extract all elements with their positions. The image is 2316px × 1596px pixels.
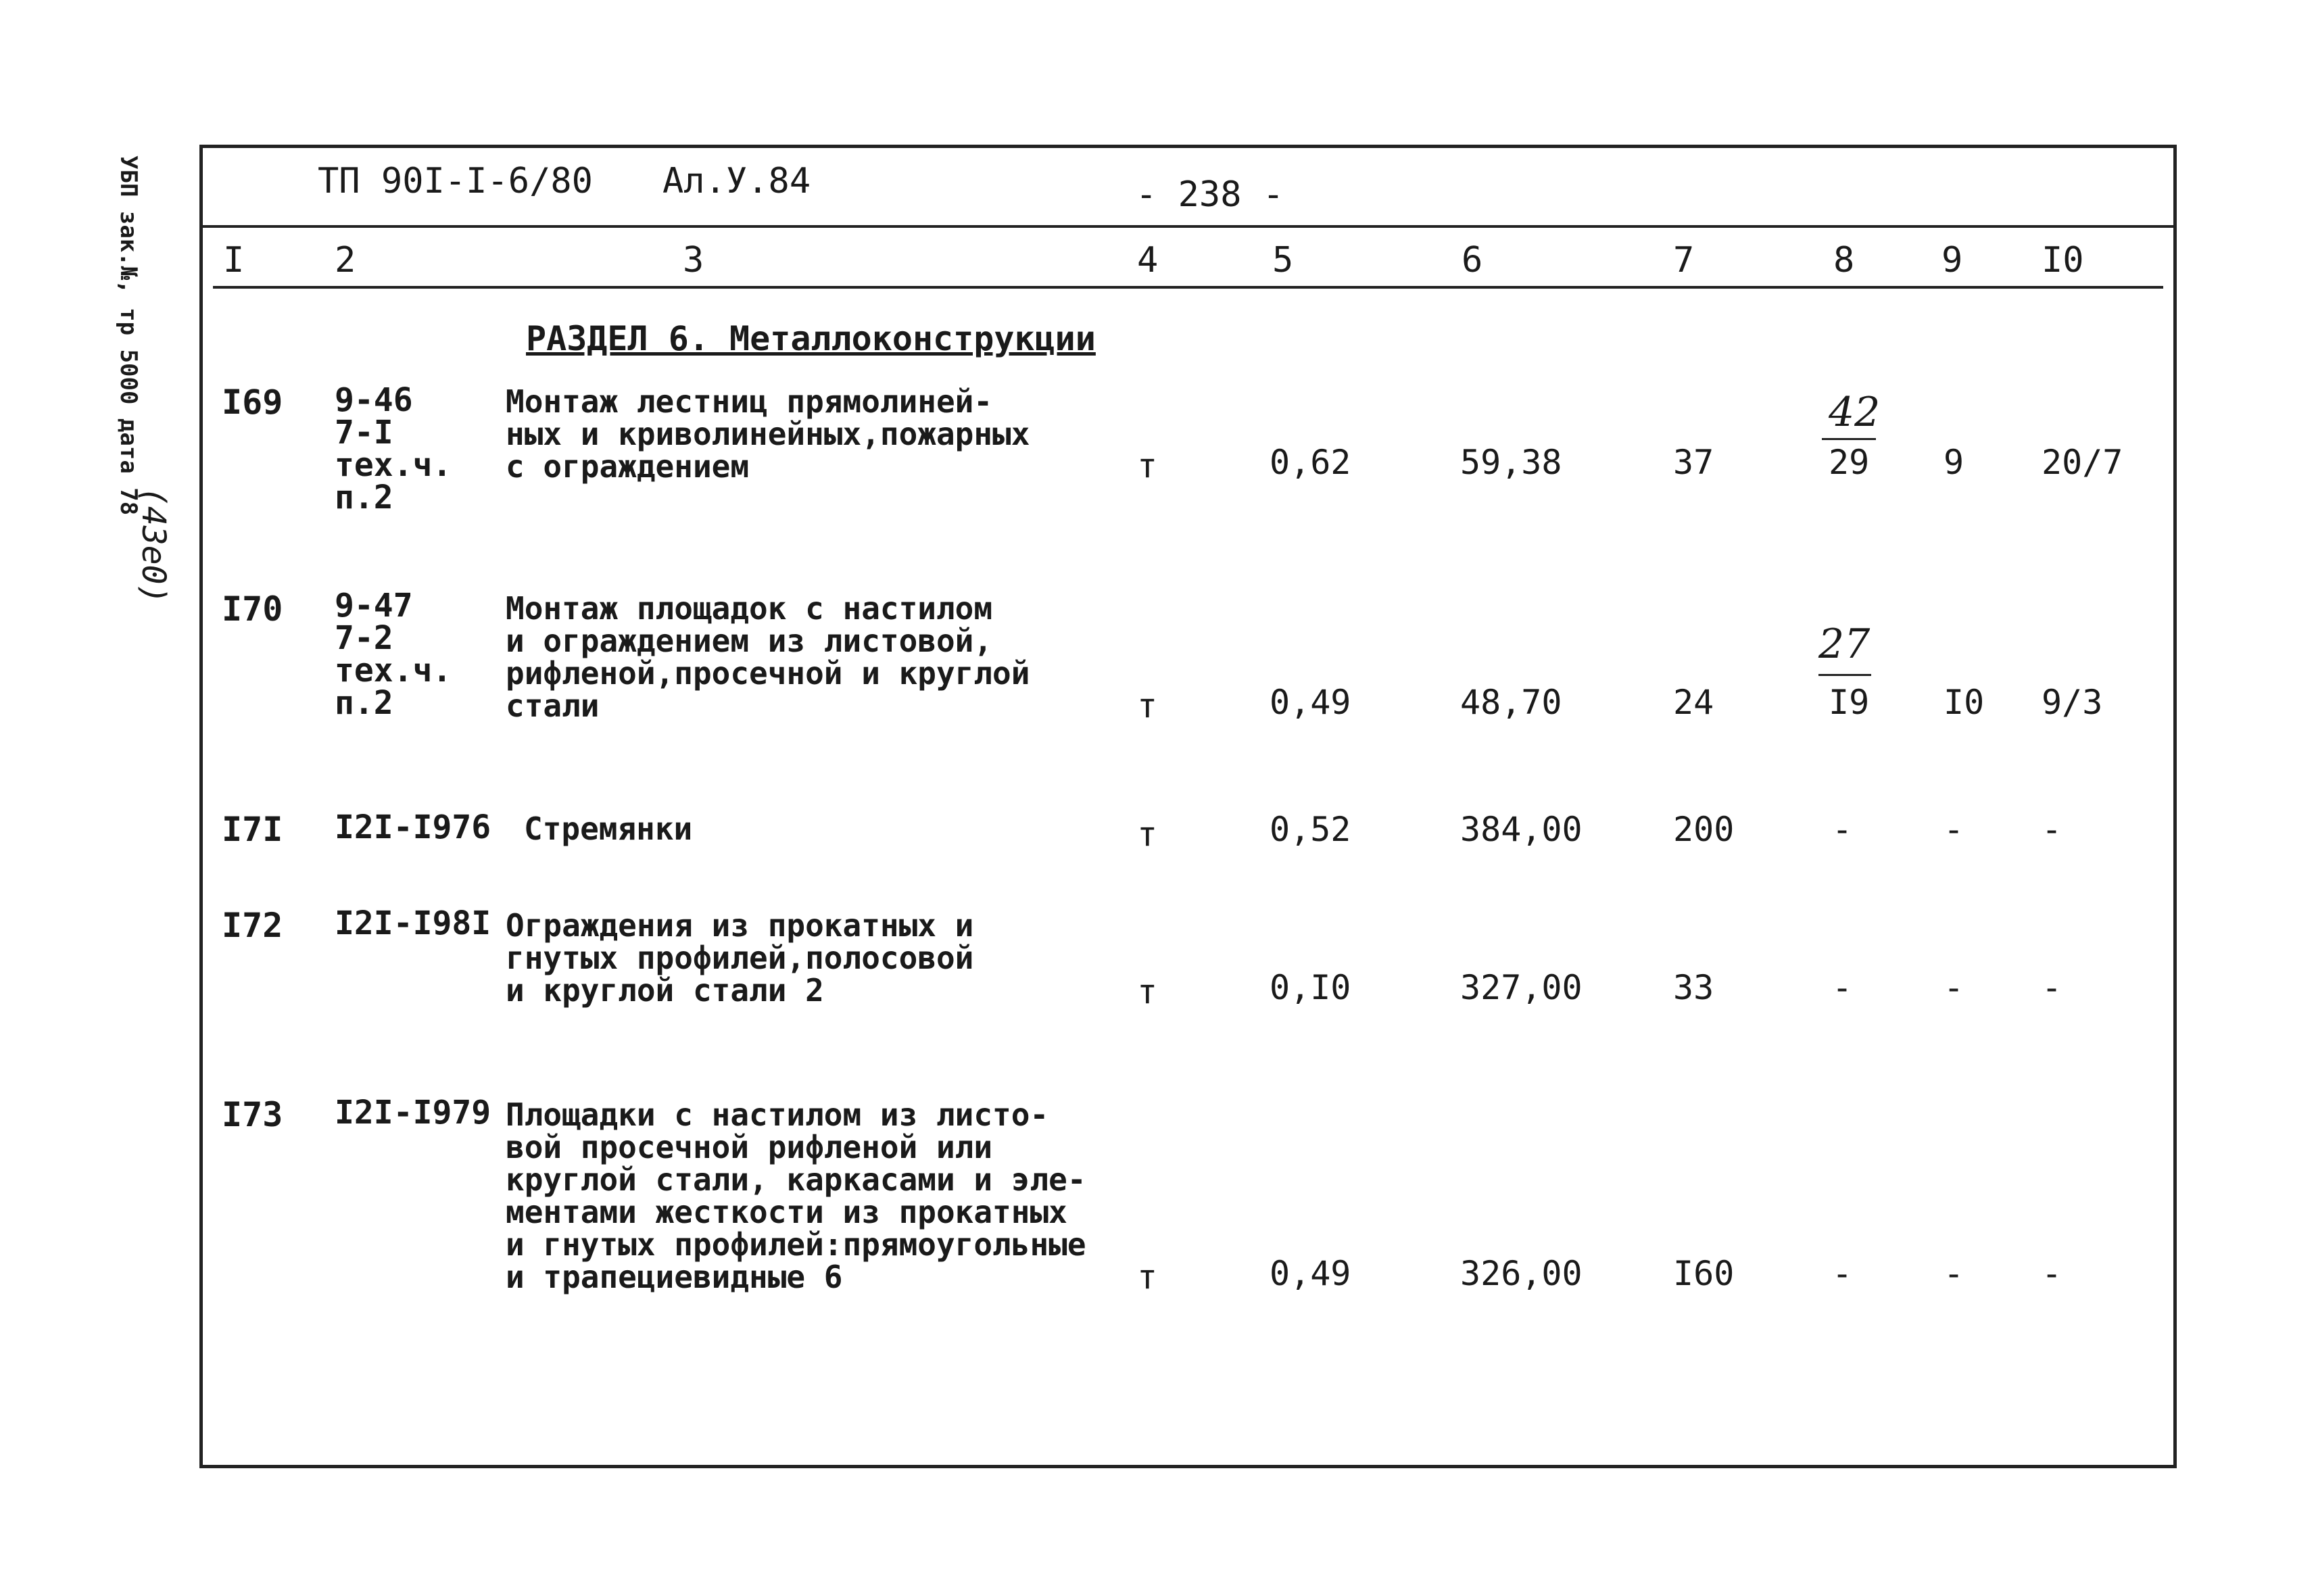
row-169-code: 9-46 7-I тех.ч. п.2 — [335, 381, 452, 516]
row-169-c9: 9 — [1944, 443, 1964, 482]
row-172-num: I72 — [222, 906, 283, 945]
row-171-num: I7I — [222, 810, 283, 849]
row-170-c10: 9/3 — [2042, 683, 2103, 722]
row-173-code: I2I-I979 — [335, 1094, 491, 1132]
col-header-7: 7 — [1673, 240, 1695, 281]
row-173-c6: 326,00 — [1460, 1254, 1583, 1293]
row-173-c8: - — [1832, 1254, 1853, 1293]
col-header-8: 8 — [1833, 240, 1855, 281]
col-header-2: 2 — [335, 240, 356, 281]
row-170-code: 9-47 7-2 тех.ч. п.2 — [335, 587, 452, 722]
column-header-divider — [213, 286, 2163, 289]
side-stamp: УБП зак.№, тр 5000 дата 78 — [115, 155, 142, 516]
row-172-c10: - — [2042, 968, 2062, 1007]
col-header-5: 5 — [1272, 240, 1294, 281]
col-header-10: I0 — [2042, 240, 2084, 281]
row-171-c7: 200 — [1673, 810, 1735, 849]
page-frame — [199, 145, 2177, 1468]
row-171-c9: - — [1944, 810, 1964, 849]
col-header-9: 9 — [1941, 240, 1963, 281]
col-header-6: 6 — [1462, 240, 1483, 281]
row-172-unit: т — [1137, 972, 1158, 1011]
page-number: - 238 - — [1136, 174, 1284, 215]
row-169-unit: т — [1137, 446, 1158, 485]
row-172-c8: - — [1832, 968, 1853, 1007]
row-169-c8-fraction-bar — [1822, 438, 1876, 440]
row-170-num: I70 — [222, 589, 283, 629]
col-header-1: I — [223, 240, 245, 281]
section-title: РАЗДЕЛ 6. Металлоконструкции — [526, 319, 1096, 358]
row-170-c9: I0 — [1944, 683, 1985, 722]
row-169-c5: 0,62 — [1270, 443, 1351, 482]
row-173-c9: - — [1944, 1254, 1964, 1293]
row-171-c6: 384,00 — [1460, 810, 1583, 849]
row-171-desc: Стремянки — [524, 811, 693, 847]
col-header-3: 3 — [683, 240, 704, 281]
row-171-unit: т — [1137, 815, 1158, 854]
row-170-c8-fraction-bar — [1818, 674, 1871, 676]
row-169-c8: 29 — [1829, 443, 1870, 482]
row-173-c5: 0,49 — [1270, 1254, 1351, 1293]
row-169-c10: 20/7 — [2042, 443, 2123, 482]
row-170-c5: 0,49 — [1270, 683, 1351, 722]
row-171-c10: - — [2042, 810, 2062, 849]
row-169-c7: 37 — [1673, 443, 1714, 482]
row-172-c5: 0,I0 — [1270, 968, 1351, 1007]
row-170-c8: I9 — [1829, 683, 1870, 722]
row-169-num: I69 — [222, 383, 283, 422]
row-172-c6: 327,00 — [1460, 968, 1583, 1007]
album-label: Ал.У.84 — [662, 161, 811, 201]
row-170-c6: 48,70 — [1460, 683, 1562, 722]
row-170-c8-handwritten: 27 — [1818, 621, 1871, 668]
col-header-4: 4 — [1137, 240, 1159, 281]
row-171-c5: 0,52 — [1270, 810, 1351, 849]
row-173-num: I73 — [222, 1095, 283, 1134]
row-171-code: I2I-I976 — [335, 808, 491, 846]
row-172-code: I2I-I98I — [335, 904, 491, 942]
row-169-c6: 59,38 — [1460, 443, 1562, 482]
side-note: (43е0) — [135, 487, 172, 604]
row-169-desc: Монтаж лестниц прямолиней- ных и криволинейных,пожарных с ограждением — [506, 383, 1030, 485]
row-172-c9: - — [1944, 968, 1964, 1007]
header-divider — [203, 225, 2173, 228]
row-172-c7: 33 — [1673, 968, 1714, 1007]
doc-code: ТП 90I-I-6/80 — [318, 161, 593, 201]
row-172-desc: Ограждения из прокатных и гнутых профилей,полосовой и круглой стали 2 — [506, 907, 974, 1009]
row-173-c7: I60 — [1673, 1254, 1735, 1293]
row-173-desc: Площадки с настилом из листо- вой просечной рифленой или круглой стали, каркасами и эле- ментами жесткости из прокатных и гнутых профилей:прямоугольные и трапециевидные 6 — [506, 1096, 1086, 1295]
row-170-desc: Монтаж площадок с настилом и ограждением из листовой, рифленой,просечной и круглой стали — [506, 590, 1030, 724]
row-170-unit: т — [1137, 686, 1158, 725]
row-173-c10: - — [2042, 1254, 2062, 1293]
row-173-unit: т — [1137, 1257, 1158, 1297]
row-169-c8-handwritten: 42 — [1829, 389, 1881, 436]
row-170-c7: 24 — [1673, 683, 1714, 722]
row-171-c8: - — [1832, 810, 1853, 849]
